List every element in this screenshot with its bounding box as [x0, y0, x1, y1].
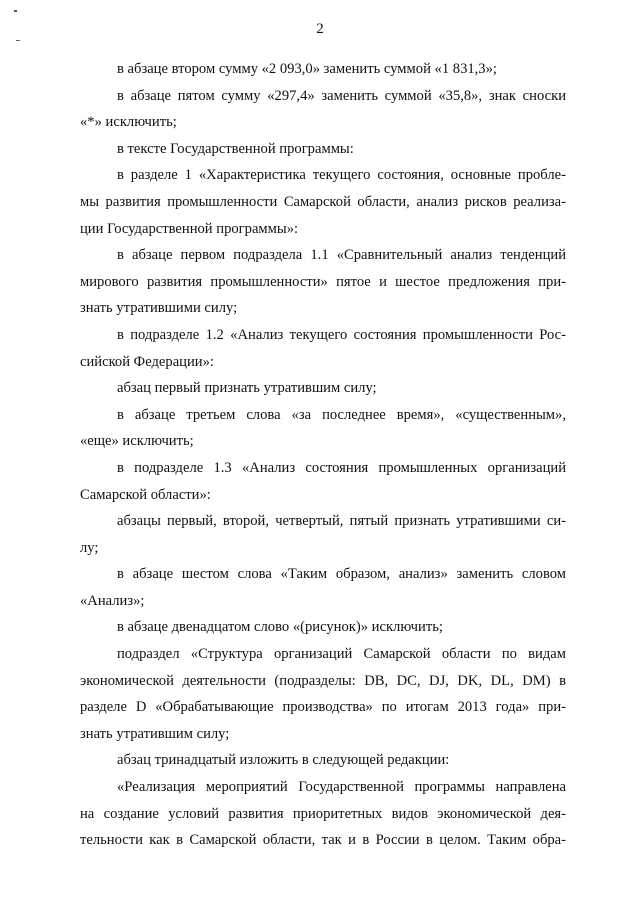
page-number: 2 [316, 21, 324, 37]
text-line: абзац тринадцатый изложить в следующей редакции: [117, 752, 450, 769]
text-line: тельности как в Самарской области, так и в России в целом. Таким обра- [80, 832, 566, 849]
text-line: в абзаце двенадцатом слово «(рисунок)» исключить; [117, 619, 443, 636]
text-line: в разделе 1 «Характеристика текущего состояния, основные пробле- [117, 167, 566, 184]
text-line: на создание условий развития приоритетных видов экономической дея- [80, 805, 566, 822]
text-line: «еще» исключить; [80, 433, 194, 450]
text-line: мы развития промышленности Самарской области, анализ рисков реализа- [80, 193, 566, 210]
text-line: подраздел «Структура организаций Самарской области по видам [117, 646, 566, 663]
scan-speck [14, 10, 17, 12]
scan-speck [16, 40, 20, 41]
text-line: абзацы первый, второй, четвертый, пятый признать утратившими си- [117, 513, 566, 530]
document-body [80, 56, 566, 854]
text-line: в абзаце пятом сумму «297,4» заменить суммой «35,8», знак сноски [117, 87, 566, 104]
text-line: мирового развития промышленности» пятое и шестое предложения при- [80, 273, 566, 290]
text-line: знать утратившими силу; [80, 300, 238, 317]
text-line: лу; [80, 539, 99, 556]
text-line: сийской Федерации»: [80, 353, 214, 370]
text-line: Самарской области»: [80, 486, 211, 503]
text-line: разделе D «Обрабатывающие производства» по итогам 2013 года» при- [80, 699, 566, 716]
text-line: экономической деятельности (подразделы: DB, DC, DJ, DK, DL, DM) в [80, 672, 566, 689]
text-line: ции Государственной программы»: [80, 220, 299, 237]
text-line: в абзаце первом подраздела 1.1 «Сравнительный анализ тенденций [117, 247, 566, 264]
text-line: знать утратившим силу; [80, 725, 230, 742]
text-line: в подразделе 1.3 «Анализ состояния промышленных организаций [117, 459, 566, 476]
text-line: «*» исключить; [80, 114, 177, 131]
text-line: в подразделе 1.2 «Анализ текущего состояния промышленности Рос- [117, 326, 566, 343]
text-line: абзац первый признать утратившим силу; [117, 380, 377, 397]
text-line: в абзаце третьем слова «за последнее время», «существенным», [117, 406, 566, 423]
text-line: в абзаце втором сумму «2 093,0» заменить суммой «1 831,3»; [117, 61, 497, 77]
text-line: «Анализ»; [80, 592, 145, 609]
text-line: «Реализация мероприятий Государственной программы направлена [117, 779, 566, 796]
text-line: в тексте Государственной программы: [117, 140, 354, 157]
text-line: в абзаце шестом слова «Таким образом, анализ» заменить словом [117, 566, 566, 583]
